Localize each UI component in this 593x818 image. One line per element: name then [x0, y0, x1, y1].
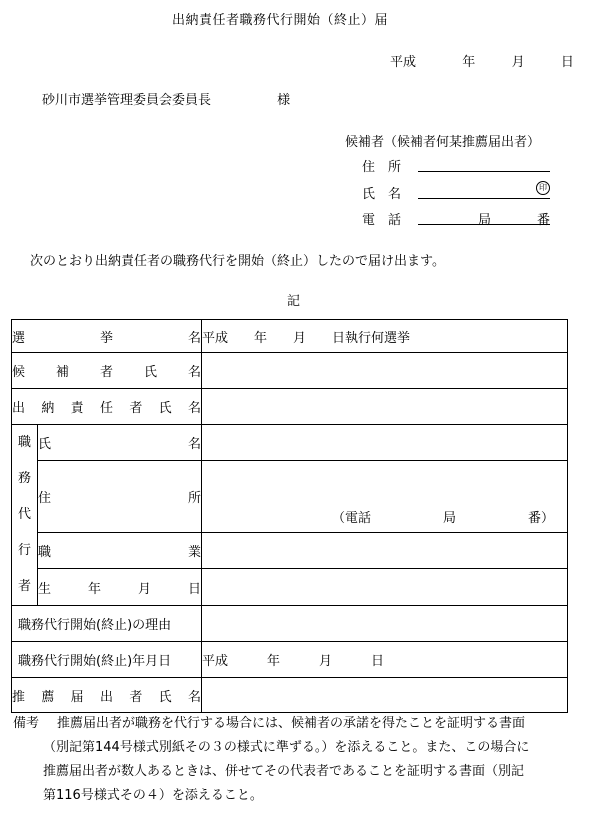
table-row [12, 642, 568, 678]
table-row [12, 425, 568, 461]
start-date-value[interactable]: 平成 年 月 日 [202, 642, 568, 678]
table-row [12, 320, 568, 353]
table-row [12, 533, 568, 569]
addressee-honorific: 様 [277, 93, 291, 108]
addressee-name: 砂川市選挙管理委員会委員長 [42, 93, 212, 108]
proxy-address-label: 住 所 [38, 460, 202, 533]
candidate-phone-field[interactable] [418, 209, 550, 228]
phone-kyoku: 局 [478, 213, 492, 228]
candidate-name-field[interactable] [418, 183, 550, 199]
remarks [13, 712, 588, 808]
recommender-name-label: 推 薦 届 出 者 氏 名 [12, 678, 202, 713]
proxy-birth-label: 生 年 月 日 [38, 569, 202, 606]
proxy-job-label: 職 業 [38, 533, 202, 569]
notification-table [11, 319, 568, 713]
date-day: 日 [560, 55, 574, 70]
submission-date [390, 51, 574, 70]
table-row [12, 389, 568, 425]
table-row [12, 569, 568, 606]
table-row [12, 678, 568, 713]
table-row [12, 353, 568, 389]
proxy-name-value[interactable] [202, 425, 568, 461]
treasurer-name-value[interactable] [202, 389, 568, 425]
proxy-job-value[interactable] [202, 533, 568, 569]
intro-text: 次のとおり出納責任者の職務代行を開始（終止）したので届け出ます。 [30, 254, 445, 269]
remarks-head: 備考 [13, 716, 40, 731]
candidate-phone-label: 電 話 [362, 213, 402, 228]
date-month: 月 [511, 55, 525, 70]
date-year: 年 [462, 55, 476, 70]
addressee [42, 89, 290, 108]
table-row [12, 606, 568, 642]
start-date-label: 職務代行開始(終止)年月日 [12, 642, 202, 678]
recommender-name-value[interactable] [202, 678, 568, 713]
reason-label: 職務代行開始(終止)の理由 [12, 606, 202, 642]
election-value[interactable]: 平成 年 月 日執行何選挙 [202, 320, 568, 353]
candidate-name-label: 氏 名 [362, 187, 402, 202]
candidate-address-field[interactable] [418, 156, 550, 172]
proxy-vertical-label: 職 務 代 行 者 [12, 425, 38, 606]
remarks-line: 推薦届出者が数人あるときは、併せてその代表者であることを証明する書面（別記 [43, 764, 525, 779]
candidate-heading: 候補者（候補者何某推薦届出者） [345, 135, 541, 150]
page-title: 出納責任者職務代行開始（終止）届 [172, 13, 389, 28]
election-label: 選 挙 名 [12, 320, 202, 353]
remarks-line: 推薦届出者が職務を代行する場合には、候補者の承諾を得たことを証明する書面 [57, 716, 526, 731]
candidate-address-label: 住 所 [362, 160, 402, 175]
proxy-birth-value[interactable] [202, 569, 568, 606]
phone-ban: 番 [536, 213, 550, 228]
seal-icon: 印 [536, 181, 550, 195]
proxy-name-label: 氏 名 [38, 425, 202, 461]
table-row [12, 460, 568, 533]
proxy-address-value[interactable] [202, 460, 568, 533]
ki-heading: 記 [287, 294, 301, 309]
candidate-name-value[interactable] [202, 353, 568, 389]
reason-value[interactable] [202, 606, 568, 642]
treasurer-name-label: 出 納 責 任 者 氏 名 [12, 389, 202, 425]
date-era: 平成 [390, 55, 417, 70]
remarks-line: 第116号様式その４）を添えること。 [43, 788, 263, 803]
remarks-line: （別記第144号様式別紙その３の様式に準ずる。）を添えること。また、この場合に [43, 740, 530, 755]
proxy-phone: （電話 局 番） [332, 511, 554, 527]
candidate-name-row-label: 候 補 者 氏 名 [12, 353, 202, 389]
